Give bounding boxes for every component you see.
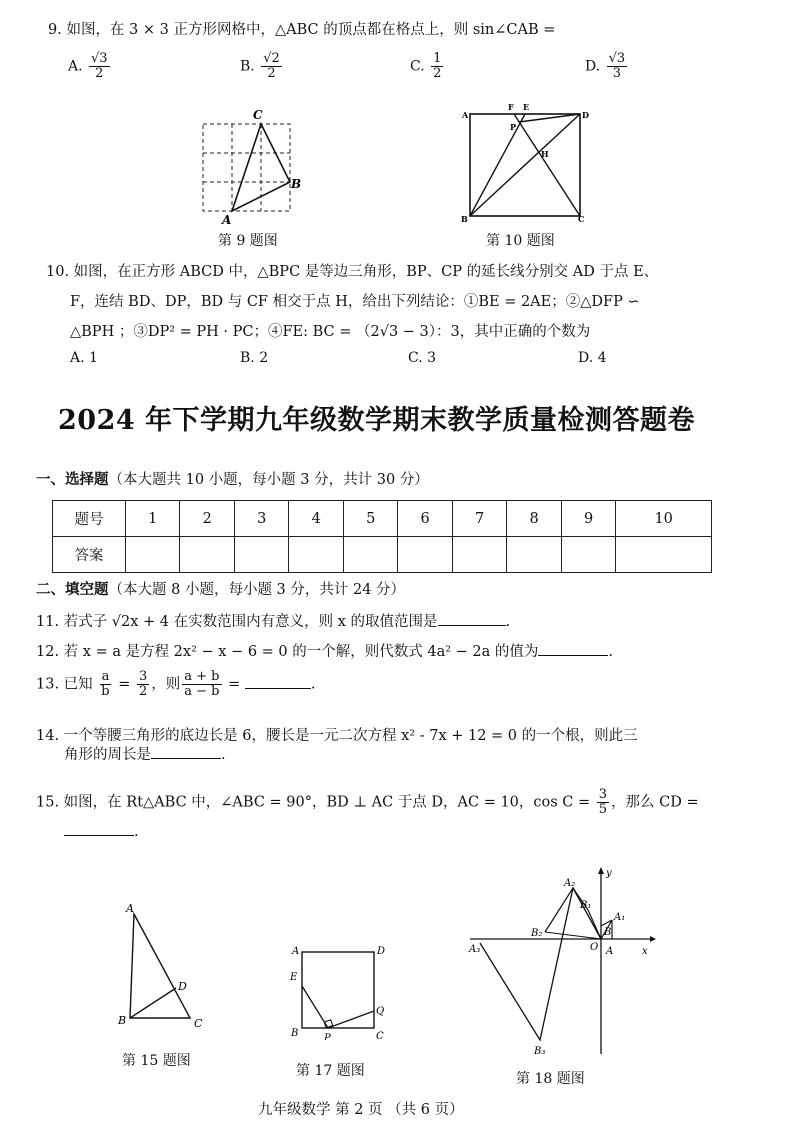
answer-table-answer-row xyxy=(53,537,712,573)
section1-heading: 一、选择题（本大题共 10 小题，每小题 3 分，共计 30 分） xyxy=(36,471,429,488)
fig15-label-a: A xyxy=(126,902,134,915)
q10-line1: 10. 如图，在正方形 ABCD 中，△BPC 是等边三角形，BP、CP 的延长线分别交 AD 于点 E、 xyxy=(46,264,659,280)
answer-table-number: 5 xyxy=(343,501,397,537)
fig17-label-d: D xyxy=(377,946,386,957)
answer-cell[interactable] xyxy=(561,537,615,573)
fig18-label-b: B xyxy=(604,927,612,938)
q10-line3: △BPH ；③DP² = PH · PC；④FE: BC = （2√3 − 3）：3，其中正确的个数为 xyxy=(70,324,591,340)
answer-table-number: 7 xyxy=(452,501,506,537)
q9-option-c: C. $\frac{1}{2}$ xyxy=(410,51,442,81)
answer-table-number: 1 xyxy=(126,501,180,537)
figure-15 xyxy=(110,900,220,1035)
answer-table xyxy=(52,500,712,573)
fig15-caption: 第 15 题图 xyxy=(122,1053,191,1069)
page-footer: 九年级数学 第 2 页 （共 6 页） xyxy=(258,1102,464,1118)
q15-blank[interactable] xyxy=(64,835,134,836)
answer-cell[interactable] xyxy=(507,537,561,573)
fig10-label-h: H xyxy=(541,149,549,159)
fig18-label-a1: A₁ xyxy=(614,912,626,923)
fig10-label-f: F xyxy=(508,102,514,112)
q15-line1: 15. 如图，在 Rt△ABC 中，∠ABC = 90°，BD ⊥ AC 于点 D，AC = 10，cos C = $\frac{3}{5}$ ，那么 CD = xyxy=(36,787,699,817)
fig15-label-d: D xyxy=(178,980,187,993)
fig18-caption: 第 18 题图 xyxy=(516,1071,585,1087)
fig17-label-e: E xyxy=(290,972,298,983)
figure-9 xyxy=(195,104,305,226)
q11-blank[interactable] xyxy=(438,625,506,626)
fig9-caption: 第 9 题图 xyxy=(218,233,278,249)
fig18-label-x: x xyxy=(642,946,648,957)
answer-table-label-number: 题号 xyxy=(53,501,126,537)
page-title: 2024 年下学期九年级数学期末教学质量检测答题卷 xyxy=(58,405,696,436)
q10-option-d: D. 4 xyxy=(578,350,607,366)
q11: 11. 若式子 √2x + 4 在实数范围内有意义，则 x 的取值范围是 . xyxy=(36,614,511,630)
fig9-label-c: C xyxy=(253,108,263,122)
answer-cell[interactable] xyxy=(616,537,712,573)
q10-option-c: C. 3 xyxy=(408,350,437,366)
q14-line2: 角形的周长是 . xyxy=(64,747,226,763)
figure-10 xyxy=(456,100,596,224)
q10-option-a: A. 1 xyxy=(70,350,98,366)
fig9-label-a: A xyxy=(222,213,232,226)
q15-line2: . xyxy=(64,822,139,842)
q10-option-b: B. 2 xyxy=(240,350,269,366)
fig17-caption: 第 17 题图 xyxy=(296,1063,365,1079)
fig10-label-b: B xyxy=(461,214,468,224)
fig18-label-b2: B₂ xyxy=(531,928,543,939)
answer-cell[interactable] xyxy=(452,537,506,573)
answer-cell[interactable] xyxy=(398,537,452,573)
q12-blank[interactable] xyxy=(538,655,608,656)
fig15-label-b: B xyxy=(118,1014,127,1027)
q9-option-b: B. $\frac{√2}{2}$ xyxy=(240,51,280,81)
fig10-label-d: D xyxy=(582,110,589,120)
fig10-label-e: E xyxy=(523,102,530,112)
answer-cell[interactable] xyxy=(126,537,180,573)
fig17-label-q: Q xyxy=(376,1006,385,1017)
fig10-label-c: C xyxy=(578,214,585,224)
q9-option-a: A. $\frac{√3}{2}$ xyxy=(68,51,108,81)
q12: 12. 若 x = a 是方程 2x² − x − 6 = 0 的一个解，则代数式 4a² − 2a 的值为 . xyxy=(36,644,613,660)
q10-line2: F，连结 BD、DP，BD 与 CF 相交于点 H，给出下列结论：①BE = 2AE；②△DFP ∽ xyxy=(70,294,640,310)
q13-blank[interactable] xyxy=(245,688,311,689)
answer-table-number: 2 xyxy=(180,501,234,537)
fig10-label-p: P xyxy=(510,122,517,132)
fig17-label-p: P xyxy=(324,1033,331,1040)
q14-blank[interactable] xyxy=(151,758,221,759)
answer-cell[interactable] xyxy=(234,537,288,573)
fig18-label-a3: A₃ xyxy=(469,944,481,955)
q9-stem: 9. 如图，在 3 × 3 正方形网格中，△ABC 的顶点都在格点上，则 sin∠CAB = xyxy=(48,22,556,38)
answer-cell[interactable] xyxy=(180,537,234,573)
answer-table-number: 3 xyxy=(234,501,288,537)
answer-table-number: 8 xyxy=(507,501,561,537)
section2-heading: 二、填空题（本大题 8 小题，每小题 3 分，共计 24 分） xyxy=(36,581,406,598)
fig18-label-o: O xyxy=(590,942,599,953)
fig17-label-a: A xyxy=(292,946,300,957)
figure-18 xyxy=(460,864,660,1064)
answer-table-label-answer: 答案 xyxy=(53,537,126,573)
fig18-label-b3: B₃ xyxy=(534,1046,546,1057)
q9-option-d: D. $\frac{√3}{3}$ xyxy=(585,51,626,81)
figure-17 xyxy=(284,940,394,1040)
fig15-label-c: C xyxy=(194,1017,203,1030)
answer-table-number: 6 xyxy=(398,501,452,537)
fig18-label-a2: A₂ xyxy=(564,878,576,889)
q14-line1: 14. 一个等腰三角形的底边长是 6，腰长是一元二次方程 x² - 7x + 12 = 0 的一个根，则此三 xyxy=(36,728,638,744)
answer-cell[interactable] xyxy=(343,537,397,573)
fig10-label-a: A xyxy=(462,110,469,120)
fig17-label-b: B xyxy=(291,1028,299,1039)
fig9-label-b: B xyxy=(291,177,302,191)
q13: 13. 已知 $\frac{a}{b}$ = $\frac{3}{2}$ ，则 $\frac{a + b}{a - b}$ = . xyxy=(36,669,316,699)
fig18-label-b1: B₁ xyxy=(580,900,592,911)
fig17-label-c: C xyxy=(376,1031,384,1040)
fig10-caption: 第 10 题图 xyxy=(486,233,555,249)
answer-table-number: 9 xyxy=(561,501,615,537)
fig18-label-y: y xyxy=(606,868,612,879)
answer-cell[interactable] xyxy=(289,537,343,573)
answer-table-number: 4 xyxy=(289,501,343,537)
fig18-label-a: A xyxy=(606,946,614,957)
answer-table-header-row xyxy=(53,501,712,537)
answer-table-number: 10 xyxy=(616,501,712,537)
